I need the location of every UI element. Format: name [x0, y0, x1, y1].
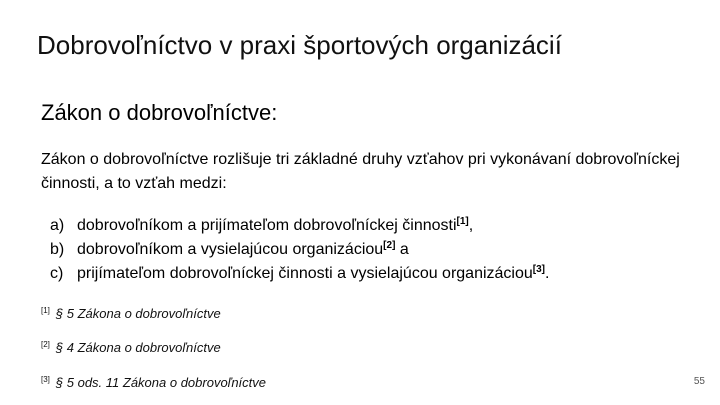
list-item-text: dobrovoľníkom a prijímateľom dobrovoľníckej činnosti [77, 217, 457, 234]
footnote-marker: [1] [41, 306, 50, 315]
footnote-marker: [3] [41, 375, 50, 384]
relationship-list [50, 214, 549, 286]
section-heading: Zákon o dobrovoľníctve: [41, 100, 278, 125]
footnote [41, 375, 266, 390]
footnote [41, 340, 221, 355]
list-item [50, 262, 549, 286]
footnote-ref[interactable]: [3] [532, 264, 546, 275]
list-item-letter: a) [50, 217, 65, 234]
footnote-text: § 5 Zákona o dobrovoľníctve [55, 306, 221, 321]
footnote-marker: [2] [41, 340, 50, 349]
list-item [50, 238, 549, 262]
footnote-text: § 5 ods. 11 Zákona o dobrovoľníctve [55, 375, 267, 390]
page-number: 55 [693, 376, 705, 387]
list-item-suffix: a [395, 241, 409, 258]
footnote-ref[interactable]: [1] [456, 216, 469, 227]
footnote [41, 306, 221, 321]
slide-title: Dobrovoľníctvo v praxi športových organizácií [37, 30, 562, 60]
list-item-text: dobrovoľníkom a vysielajúcou organizáciou [77, 241, 384, 258]
list-item-text: prijímateľom dobrovoľníckej činnosti a vysielajúcou organizáciou [77, 265, 533, 282]
list-item-suffix: . [545, 265, 550, 282]
list-item-suffix: , [468, 217, 474, 234]
list-item-letter: b) [50, 241, 65, 258]
footnote-ref[interactable]: [2] [383, 240, 396, 251]
list-item [50, 214, 549, 238]
list-item-letter: c) [50, 265, 64, 282]
intro-paragraph: Zákon o dobrovoľníctve rozlišuje tri základné druhy vzťahov pri vykonávaní dobrovoľníckej činnosti, a to vzťah medzi: [41, 151, 680, 192]
footnote-text: § 4 Zákona o dobrovoľníctve [55, 340, 221, 355]
